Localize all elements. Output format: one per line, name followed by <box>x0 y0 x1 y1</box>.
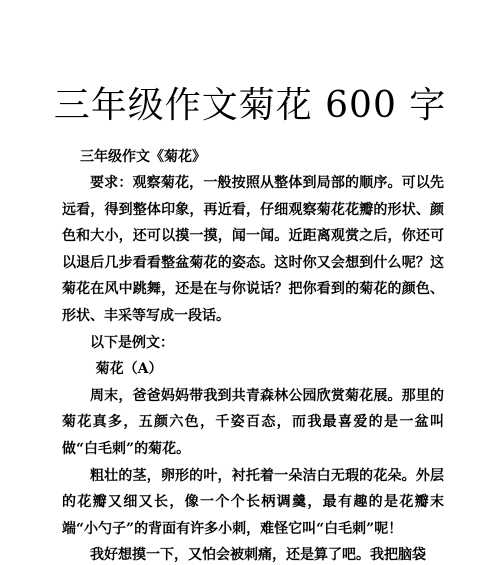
paragraph-touch: 我好想摸一下，又怕会被刺痛，还是算了吧。我把脑袋 <box>90 547 426 564</box>
document-title: 三年级作文菊花 600 字 <box>53 85 447 126</box>
paragraph-weekend: 周末，爸爸妈妈带我到共青森林公园欣赏菊花展。那里的菊花真多，五颜六色，千姿百态，而我最喜爱的是一盆叫做“白毛刺”的菊花。 <box>62 387 444 457</box>
paragraph-example-heading: 菊花（A） <box>95 361 163 378</box>
paragraph-description: 粗壮的茎，卵形的叶，衬托着一朵洁白无瑕的花朵。外层的花瓣又细又长，像一个个长柄调羹，最有趣的是花瓣末端“小勺子”的背面有许多小刺，难怪它叫“白毛刺”呢！ <box>62 467 444 537</box>
paragraph-requirements: 要求：观察菊花，一般按照从整体到局部的顺序。可以先远看，得到整体印象，再近看，仔细观察菊花花瓣的形状、颜色和大小，还可以摸一摸，闻一闻。近距离观赏之后，你还可以退后几步看看整盆菊花的姿态。这时你又会想到什么呢？这菊花在风中跳舞，还是在与你说话？把你看到的菊花的颜色、形状、丰采等写成一段话。 <box>62 175 444 324</box>
document-subtitle: 三年级作文《菊花》 <box>80 149 206 165</box>
paragraph-example-intro: 以下是例文： <box>90 334 174 351</box>
document-body <box>62 170 444 565</box>
